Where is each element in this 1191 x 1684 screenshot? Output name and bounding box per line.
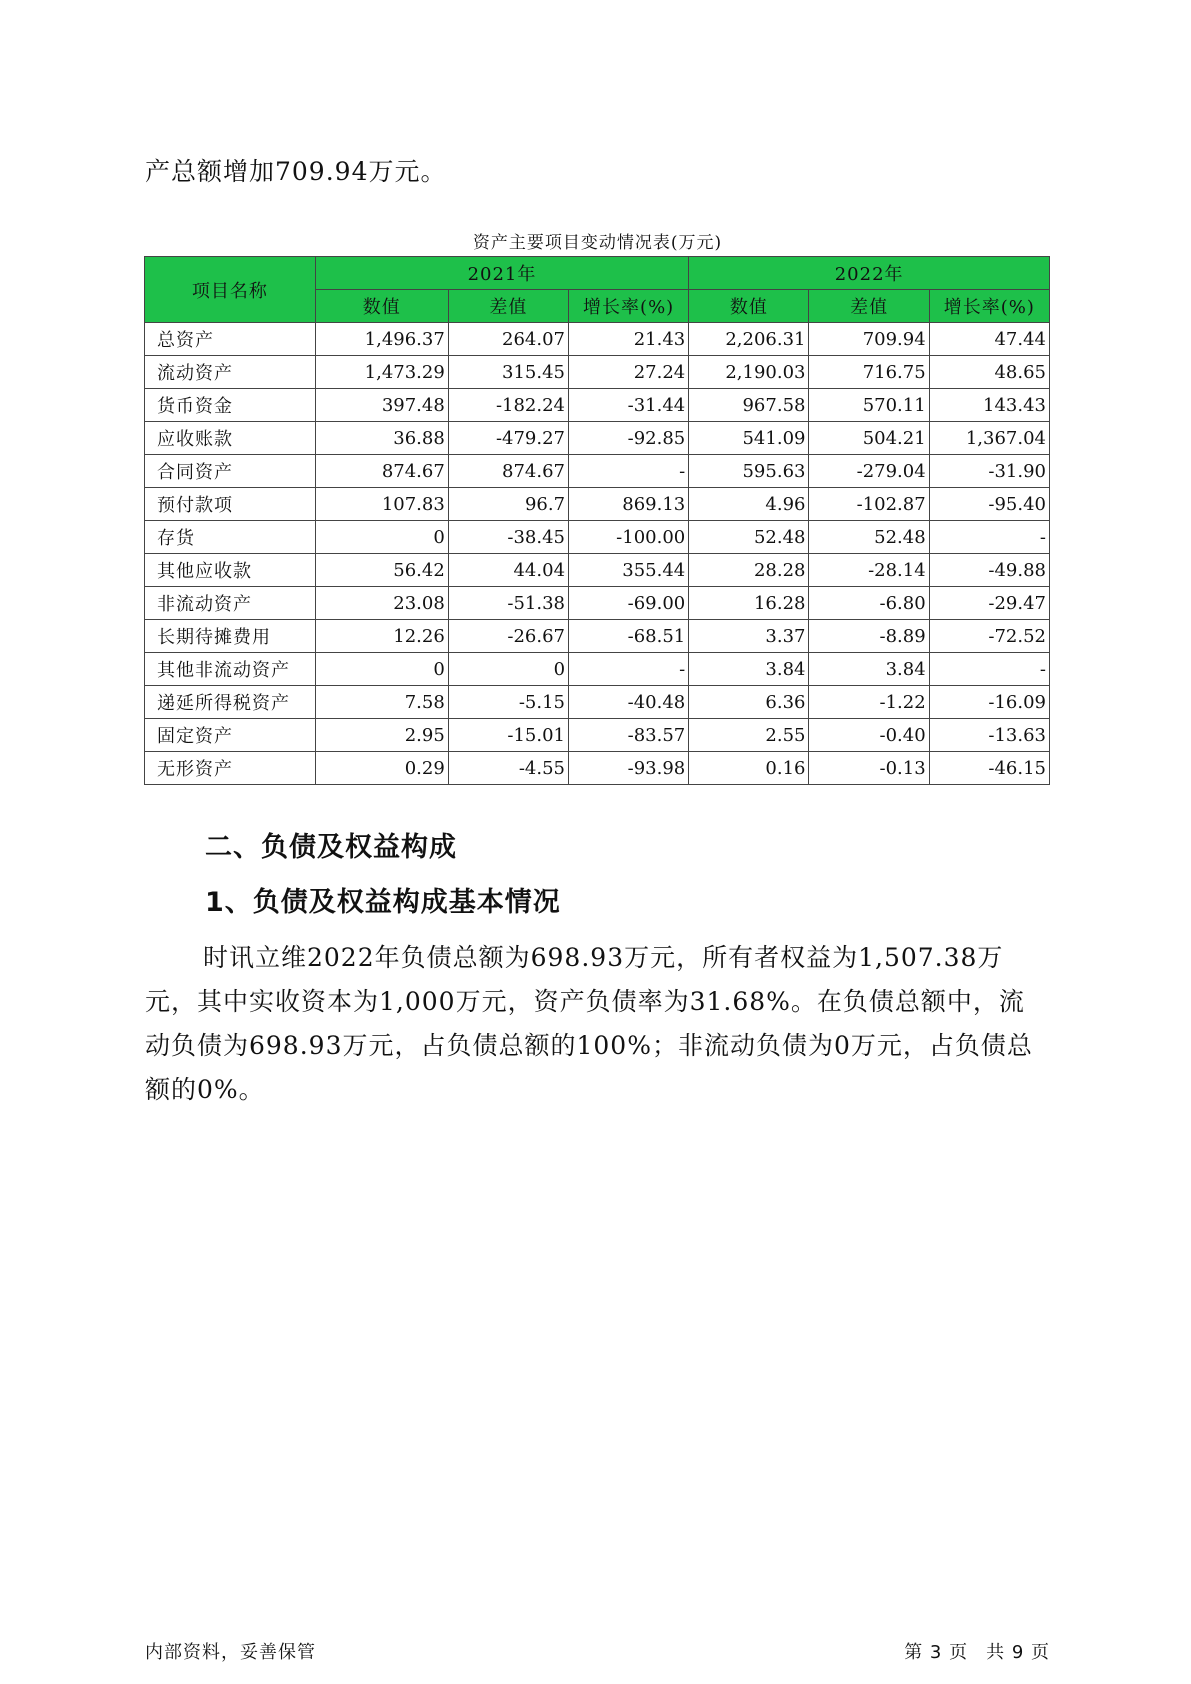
row-value-cell: 21.43 bbox=[569, 323, 689, 356]
row-value-cell: -1.22 bbox=[809, 686, 929, 719]
row-value-cell: 44.04 bbox=[448, 554, 568, 587]
row-item-name: 非流动资产 bbox=[145, 587, 316, 620]
row-value-cell: 6.36 bbox=[689, 686, 809, 719]
row-value-cell: 16.28 bbox=[689, 587, 809, 620]
row-value-cell: 504.21 bbox=[809, 422, 929, 455]
row-value-cell: 23.08 bbox=[315, 587, 448, 620]
row-item-name: 总资产 bbox=[145, 323, 316, 356]
table-row bbox=[145, 323, 1050, 356]
row-value-cell: 52.48 bbox=[809, 521, 929, 554]
page-total: 共 9 页 bbox=[986, 1642, 1050, 1663]
row-item-name: 无形资产 bbox=[145, 752, 316, 785]
table-body bbox=[145, 323, 1050, 785]
row-value-cell: 967.58 bbox=[689, 389, 809, 422]
row-value-cell: 397.48 bbox=[315, 389, 448, 422]
table-row bbox=[145, 422, 1050, 455]
row-value-cell: 541.09 bbox=[689, 422, 809, 455]
row-value-cell: 595.63 bbox=[689, 455, 809, 488]
table-row bbox=[145, 356, 1050, 389]
row-value-cell: -479.27 bbox=[448, 422, 568, 455]
row-value-cell: -46.15 bbox=[929, 752, 1049, 785]
continued-paragraph: 产总额增加709.94万元。 bbox=[145, 157, 447, 186]
row-value-cell: 36.88 bbox=[315, 422, 448, 455]
row-value-cell: -31.90 bbox=[929, 455, 1049, 488]
row-value-cell: 0 bbox=[448, 653, 568, 686]
row-value-cell: -95.40 bbox=[929, 488, 1049, 521]
row-item-name: 应收账款 bbox=[145, 422, 316, 455]
row-value-cell: -13.63 bbox=[929, 719, 1049, 752]
table-row bbox=[145, 554, 1050, 587]
row-value-cell: -38.45 bbox=[448, 521, 568, 554]
row-value-cell: -93.98 bbox=[569, 752, 689, 785]
subheader-growth-rate: 增长率(%) bbox=[569, 290, 689, 323]
row-value-cell: 716.75 bbox=[809, 356, 929, 389]
row-value-cell: 3.84 bbox=[689, 653, 809, 686]
header-year-2022: 2022年 bbox=[689, 257, 1050, 290]
row-item-name: 合同资产 bbox=[145, 455, 316, 488]
row-value-cell: 2,206.31 bbox=[689, 323, 809, 356]
row-value-cell: -5.15 bbox=[448, 686, 568, 719]
page-number: 第 3 页 bbox=[904, 1642, 969, 1663]
footer-page-info bbox=[904, 1638, 1050, 1664]
row-value-cell: -26.67 bbox=[448, 620, 568, 653]
row-value-cell: 96.7 bbox=[448, 488, 568, 521]
subheader-difference: 差值 bbox=[448, 290, 568, 323]
row-value-cell: - bbox=[569, 653, 689, 686]
row-value-cell: 143.43 bbox=[929, 389, 1049, 422]
table-row bbox=[145, 653, 1050, 686]
row-value-cell: - bbox=[569, 455, 689, 488]
row-value-cell: -29.47 bbox=[929, 587, 1049, 620]
subheader-value: 数值 bbox=[315, 290, 448, 323]
row-value-cell: -49.88 bbox=[929, 554, 1049, 587]
table-row bbox=[145, 719, 1050, 752]
subheader-difference: 差值 bbox=[809, 290, 929, 323]
row-value-cell: -40.48 bbox=[569, 686, 689, 719]
row-value-cell: 3.84 bbox=[809, 653, 929, 686]
body-paragraph: 时讯立维2022年负债总额为698.93万元，所有者权益为1,507.38万元，其中实收资本为1,000万元，资产负债率为31.68%。在负债总额中，流动负债为698.93万元，占负债总额的100%；非流动负债为0万元，占负债总额的0%。 bbox=[145, 943, 1033, 1104]
row-value-cell: 0.29 bbox=[315, 752, 448, 785]
row-value-cell: -0.13 bbox=[809, 752, 929, 785]
row-value-cell: -279.04 bbox=[809, 455, 929, 488]
row-value-cell: -16.09 bbox=[929, 686, 1049, 719]
row-value-cell: -102.87 bbox=[809, 488, 929, 521]
row-value-cell: 315.45 bbox=[448, 356, 568, 389]
row-value-cell: -83.57 bbox=[569, 719, 689, 752]
row-value-cell: -92.85 bbox=[569, 422, 689, 455]
row-value-cell: -182.24 bbox=[448, 389, 568, 422]
row-item-name: 长期待摊费用 bbox=[145, 620, 316, 653]
row-value-cell: -100.00 bbox=[569, 521, 689, 554]
row-value-cell: 264.07 bbox=[448, 323, 568, 356]
row-value-cell: 107.83 bbox=[315, 488, 448, 521]
row-value-cell: -31.44 bbox=[569, 389, 689, 422]
row-value-cell: 27.24 bbox=[569, 356, 689, 389]
row-item-name: 固定资产 bbox=[145, 719, 316, 752]
row-value-cell: 47.44 bbox=[929, 323, 1049, 356]
table-caption: 资产主要项目变动情况表(万元) bbox=[472, 233, 723, 253]
table-row bbox=[145, 488, 1050, 521]
row-value-cell: 709.94 bbox=[809, 323, 929, 356]
row-value-cell: 1,473.29 bbox=[315, 356, 448, 389]
row-item-name: 货币资金 bbox=[145, 389, 316, 422]
subheader-growth-rate: 增长率(%) bbox=[929, 290, 1049, 323]
row-value-cell: - bbox=[929, 653, 1049, 686]
row-value-cell: - bbox=[929, 521, 1049, 554]
row-item-name: 流动资产 bbox=[145, 356, 316, 389]
row-value-cell: 874.67 bbox=[315, 455, 448, 488]
header-item-name: 项目名称 bbox=[145, 257, 316, 323]
row-value-cell: 0 bbox=[315, 521, 448, 554]
row-item-name: 预付款项 bbox=[145, 488, 316, 521]
row-value-cell: 0 bbox=[315, 653, 448, 686]
row-value-cell: 12.26 bbox=[315, 620, 448, 653]
row-value-cell: 56.42 bbox=[315, 554, 448, 587]
row-value-cell: 874.67 bbox=[448, 455, 568, 488]
table-row bbox=[145, 521, 1050, 554]
row-value-cell: 52.48 bbox=[689, 521, 809, 554]
row-item-name: 其他非流动资产 bbox=[145, 653, 316, 686]
table-row bbox=[145, 455, 1050, 488]
row-value-cell: 4.96 bbox=[689, 488, 809, 521]
footer-confidential-note: 内部资料，妥善保管 bbox=[145, 1642, 316, 1663]
row-value-cell: 2.95 bbox=[315, 719, 448, 752]
row-value-cell: -15.01 bbox=[448, 719, 568, 752]
subheader-value: 数值 bbox=[689, 290, 809, 323]
table-row bbox=[145, 389, 1050, 422]
row-value-cell: 3.37 bbox=[689, 620, 809, 653]
row-value-cell: -0.40 bbox=[809, 719, 929, 752]
row-value-cell: 355.44 bbox=[569, 554, 689, 587]
row-value-cell: -69.00 bbox=[569, 587, 689, 620]
sub-heading: 1、负债及权益构成基本情况 bbox=[205, 887, 561, 918]
table-row bbox=[145, 686, 1050, 719]
row-value-cell: -28.14 bbox=[809, 554, 929, 587]
row-value-cell: 2.55 bbox=[689, 719, 809, 752]
row-value-cell: 869.13 bbox=[569, 488, 689, 521]
asset-change-table bbox=[144, 256, 1050, 785]
header-year-2021: 2021年 bbox=[315, 257, 689, 290]
section-heading: 二、负债及权益构成 bbox=[205, 832, 457, 863]
table-row bbox=[145, 752, 1050, 785]
row-value-cell: 570.11 bbox=[809, 389, 929, 422]
row-value-cell: 1,367.04 bbox=[929, 422, 1049, 455]
row-value-cell: -51.38 bbox=[448, 587, 568, 620]
row-value-cell: 28.28 bbox=[689, 554, 809, 587]
row-value-cell: 2,190.03 bbox=[689, 356, 809, 389]
row-value-cell: -6.80 bbox=[809, 587, 929, 620]
row-value-cell: -4.55 bbox=[448, 752, 568, 785]
table-row bbox=[145, 587, 1050, 620]
row-item-name: 递延所得税资产 bbox=[145, 686, 316, 719]
row-value-cell: 1,496.37 bbox=[315, 323, 448, 356]
row-value-cell: -68.51 bbox=[569, 620, 689, 653]
row-value-cell: 48.65 bbox=[929, 356, 1049, 389]
row-value-cell: -8.89 bbox=[809, 620, 929, 653]
row-value-cell: -72.52 bbox=[929, 620, 1049, 653]
table-row bbox=[145, 620, 1050, 653]
row-value-cell: 7.58 bbox=[315, 686, 448, 719]
row-item-name: 存货 bbox=[145, 521, 316, 554]
row-item-name: 其他应收款 bbox=[145, 554, 316, 587]
row-value-cell: 0.16 bbox=[689, 752, 809, 785]
